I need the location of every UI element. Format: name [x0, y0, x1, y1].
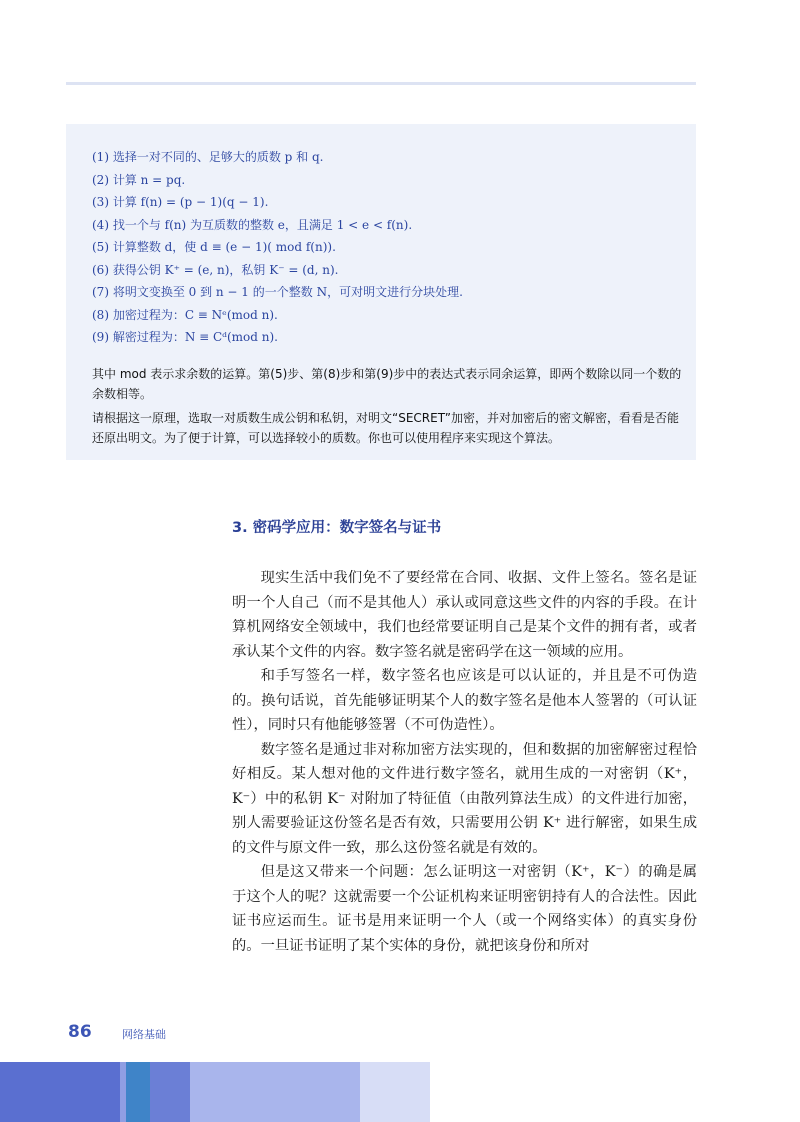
- rsa-algorithm-box: [66, 124, 696, 460]
- rsa-step: (8) 加密过程为：C ≡ Nᵉ(mod n).: [92, 307, 278, 322]
- rsa-step: (3) 计算 f(n) = (p − 1)(q − 1).: [92, 195, 269, 209]
- rsa-step: (7) 将明文变换至 0 到 n − 1 的一个整数 N，可对明文进行分块处理.: [92, 285, 463, 299]
- footer-bar-segment: [360, 1062, 430, 1122]
- footer-bar-segment: [190, 1062, 360, 1122]
- footer-bar-segment: [126, 1062, 150, 1122]
- footer-bar-segment: [0, 1062, 120, 1122]
- body-paragraph: 和手写签名一样，数字签名也应该是可以认证的，并且是不可伪造的。换句话说，首先能够证明某个人的数字签名是他本人签署的（可认证性），同时只有他能够签署（不可伪造性）。: [232, 668, 697, 733]
- rsa-step: (9) 解密过程为：N ≡ Cᵈ(mod n).: [92, 330, 278, 344]
- rsa-step: (2) 计算 n = pq.: [92, 172, 186, 187]
- body-paragraph: 但是这又带来一个问题：怎么证明这一对密钥（K⁺，K⁻）的确是属于这个人的呢？这就需要一个公证机构来证明密钥持有人的合法性。因此证书应运而生。证书是用来证明一个人（或一个网络实体）的真实身份的。一旦证书证明了某个实体的身份，就把该身份和所对: [232, 864, 697, 954]
- body-paragraph: 现实生活中我们免不了要经常在合同、收据、文件上签名。签名是证明一个人自己（而不是其他人）承认或同意这些文件的内容的手段。在计算机网络安全领域中，我们也经常要证明自己是某个文件的拥有者，或者承认某个文件的内容。数字签名就是密码学在这一领域的应用。: [232, 570, 697, 660]
- header-rule: [66, 82, 696, 85]
- section-title: 3. 密码学应用：数字签名与证书: [232, 520, 442, 536]
- rsa-step: (4) 找一个与 f(n) 为互质数的整数 e，且满足 1 < e < f(n).: [92, 217, 413, 232]
- book-title: 网络基础: [122, 1028, 166, 1041]
- page-number: 86: [68, 1022, 92, 1042]
- footer-color-bar: [0, 1062, 430, 1122]
- body-paragraph: 数字签名是通过非对称加密方法实现的，但和数据的加密解密过程恰好相反。某人想对他的文件进行数字签名，就用生成的一对密钥（K⁺，K⁻）中的私钥 K⁻ 对附加了特征值（由散列算法生成）的文件进行加密，别人需要验证这份签名是否有效，只需要用公钥 K⁺ 进行解密，如果生成的文件与原文件一致，那么这份签名就是有效的。: [232, 741, 697, 856]
- rsa-step: (1) 选择一对不同的、足够大的质数 p 和 q.: [92, 150, 324, 164]
- mod-explanation-note: 其中 mod 表示求余数的运算。第(5)步、第(8)步和第(9)步中的表达式表示同余运算，即两个数除以同一个数的余数相等。: [92, 367, 682, 401]
- exercise-note: 请根据这一原理，选取一对质数生成公钥和私钥，对明文“SECRET”加密，并对加密后的密文解密，看看是否能还原出明文。为了便于计算，可以选择较小的质数。你也可以使用程序来实现这个算法。: [92, 411, 680, 445]
- section-body: [232, 566, 697, 958]
- footer-bar-segment: [150, 1062, 190, 1122]
- rsa-steps-list: [92, 146, 463, 349]
- rsa-step: (6) 获得公钥 K⁺ = (e, n)，私钥 K⁻ = (d, n).: [92, 262, 339, 277]
- rsa-step: (5) 计算整数 d，使 d ≡ (e − 1)( mod f(n)).: [92, 240, 336, 254]
